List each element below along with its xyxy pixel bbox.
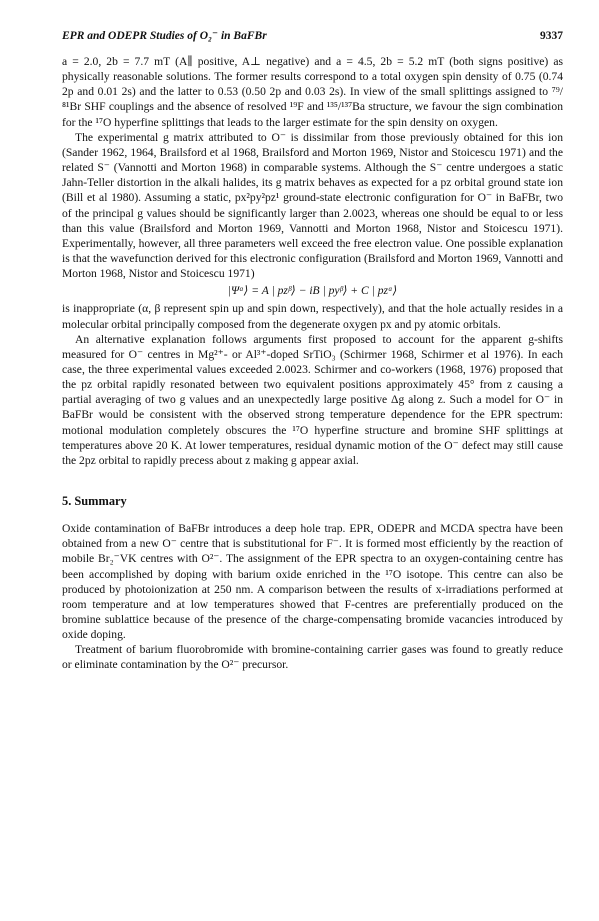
running-title: EPR and ODEPR Studies of O₂⁻ in BaFBr <box>62 30 267 42</box>
running-header <box>62 28 563 46</box>
paragraph-treatment: Treatment of barium fluorobromide with bromine-containing carrier gases was found to greatly reduce or eliminate contamination by the O²⁻ precursor. <box>62 643 563 672</box>
wavefunction-equation: |Ψᵅ⟩ = A | pzᵝ⟩ − iB | pyᵝ⟩ + C | pzᵅ⟩ <box>227 284 398 298</box>
article-body <box>62 54 563 673</box>
page-number: 9337 <box>540 30 563 42</box>
journal-page <box>62 28 563 673</box>
paragraph-hyperfine: a = 2.0, 2b = 7.7 mT (A∥ positive, A⊥ negative) and a = 4.5, 2b = 5.2 mT (both signs positive) as physically reasonable solutions. The former results correspond to a total oxygen spin density of 0.75 (0.74 2p and 0.01 2s) and the latter to 0.53 (0.50 2p and 0.03 2s). In view of the small splittings assigned to ⁷⁹/⁸¹Br SHF couplings and the absence of resolved ¹⁹F and ¹³⁵/¹³⁷Ba structure, we favour the sign combination for the ¹⁷O hyperfine splittings that leads to the larger estimate for the spin density on oxygen. <box>62 55 563 129</box>
paragraph-g-matrix: The experimental g matrix attributed to O⁻ is dissimilar from those previously obtained for this ion (Sander 1962, 1964, Brailsford et al 1968, Brailsford and Morton 1969, Nistor and Stoicescu 1971) and the related S⁻ (Vannotti and Morton 1968) in comparable systems. Although the S⁻ centre undergoes a static Jahn-Teller distortion in the alkali halides, its g matrix behaves as expected for a pz orbital ground state ion (Bill et al 1980). Assuming a static, px²py²pz¹ ground-state electronic configuration for O⁻ in BaFBr, two of the principal g values should be significantly larger than 2.0023, whereas one should be equal to or less than this value (Brailsford and Morton 1969, Vannotti and Morton 1968, Nistor and Stoicescu 1971). Experimentally, however, all three parameters well exceed the free electron value. One possible explanation is that the wavefunction derived for this electronic configuration (Brailsford and Morton 1969, Vannotti and Morton 1968, Nistor and Stoicescu 1971) <box>62 130 563 281</box>
section-heading: 5. Summary <box>62 494 127 509</box>
paragraph-alternative: An alternative explanation follows arguments first proposed to account for the apparent g-shifts measured for O⁻ centres in Mg²⁺- or Al³⁺-doped SrTiO₃ (Schirmer 1968, Schirmer et al 1976). In each case, the three experimental values exceeded 2.0023. Schirmer and co-workers (1968, 1976) proposed that the pz orbital rapidly resonated between two equivalent positions approximately 45° from z causing a partial averaging of two g values and an unexpectedly large positive Δg along z. Such a model for O⁻ in BaFBr would be consistent with the observed strong temperature dependence for the EPR spectrum: motional modulation completely obscures the ¹⁷O hyperfine structure and bromine SHF splittings at temperatures above 20 K. At lower temperatures, residual dynamic motion of the O⁻ defect may still cause the 2pz orbital to rapidly precess about z making g appear axial. <box>62 332 563 467</box>
paragraph-inappropriate: is inappropriate (α, β represent spin up and spin down, respectively), and that the hole actually resides in a molecular orbital principally composed from the degenerate oxygen px and py atomic orbitals. <box>62 302 563 331</box>
paragraph-summary: Oxide contamination of BaFBr introduces a deep hole trap. EPR, ODEPR and MCDA spectra have been obtained from a new O⁻ centre that is substitutional for F⁻. It is formed most efficiently by the reaction of mobile Br₂⁻VK centres with O²⁻. The assignment of the EPR spectra to an oxygen-containing centre has been accomplished by doping with barium oxide enriched in the ¹⁷O isotope. This centre can also be produced by photoionization at 250 nm. A comparison between the results of x-irradiations performed at room temperature and at low temperatures showed that F-centres are preferentially produced on the bromine sublattice because of the presence of the charge-compensating bromide vacancies introduced by oxide doping. <box>62 522 563 642</box>
